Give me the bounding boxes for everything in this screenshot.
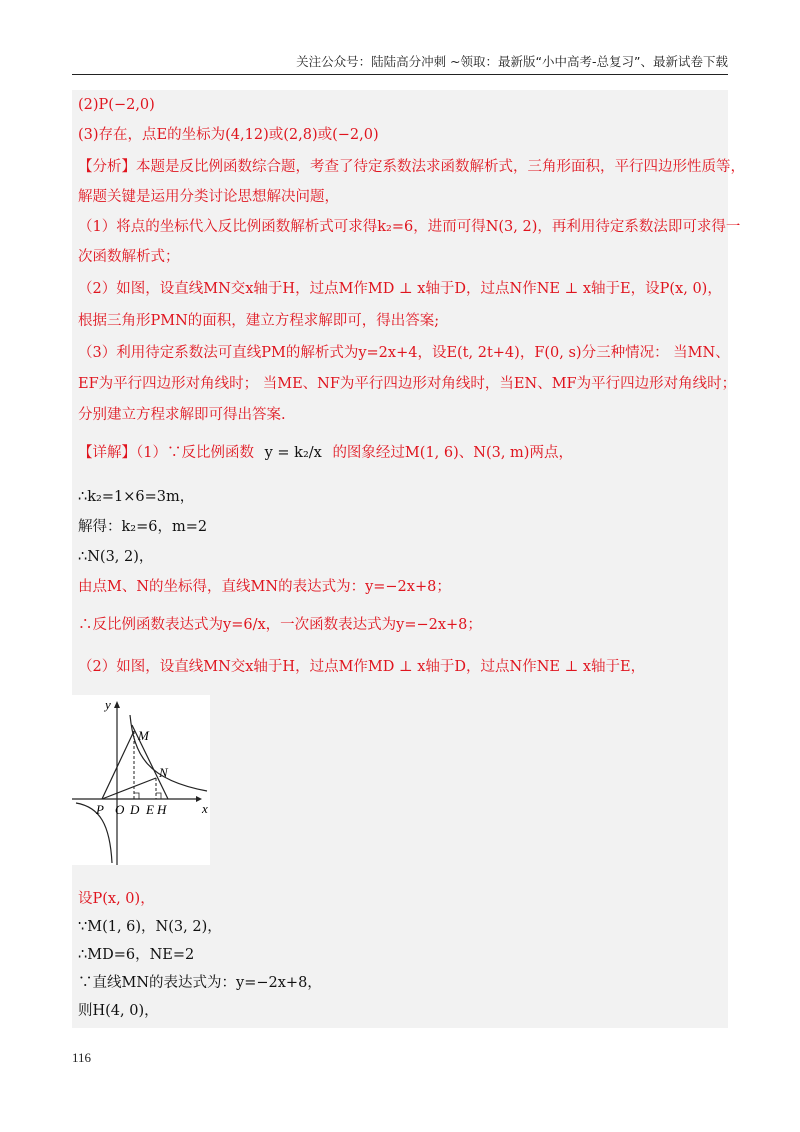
label-o: O xyxy=(115,802,125,817)
analysis-line-1: 【分析】本题是反比例函数综合题，考查了待定系数法求函数解析式，三角形面积，平行四边形性质等， xyxy=(78,159,745,175)
analysis-line-7: （3）利用待定系数法可直线PM的解析式为y=2x+4，设E(t, 2t+4)，F(0, s)分三种情况： 当MN、 xyxy=(78,345,730,361)
detail-line-12: 则H(4, 0)， xyxy=(78,1003,159,1019)
detail-line-4: ∴N(3, 2)， xyxy=(78,549,154,565)
hyperbola-left-branch xyxy=(76,803,112,863)
analysis-line-3: （1）将点的坐标代入反比例函数解析式可求得k₂=6，进而可得N(3, 2)，再利用待定系数法即可求得一 xyxy=(78,219,741,235)
analysis-line-8: EF为平行四边形对角线时； 当ME、NF为平行四边形对角线时，当EN、MF为平行四边形对角线时； xyxy=(78,376,737,392)
analysis-line-4: 次函数解析式； xyxy=(78,249,180,265)
analysis-line-9: 分别建立方程求解即可得出答案. xyxy=(78,407,286,423)
label-p: P xyxy=(96,802,104,817)
detail-line-10: ∴MD=6，NE=2 xyxy=(78,947,195,963)
geometry-figure xyxy=(72,695,210,865)
detail-line-1-rest: 的图象经过M(1, 6)、N(3, m)两点， xyxy=(332,445,573,461)
detail-line-3: 解得：k₂=6，m=2 xyxy=(78,519,208,535)
page-header: 关注公众号：陆陆高分冲刺 ~领取：最新版“小中高考-总复习”、最新试卷下载 xyxy=(72,52,728,75)
detail-line-5: 由点M、N的坐标得，直线MN的表达式为：y=−2x+8； xyxy=(78,579,451,595)
hyperbola-right-branch xyxy=(130,715,207,791)
page-number: 116 xyxy=(72,1050,92,1065)
detail-line-1 xyxy=(78,442,722,464)
label-x: x xyxy=(202,801,208,816)
analysis-line-2: 解题关键是运用分类讨论思想解决问题， xyxy=(78,189,339,205)
label-e: E xyxy=(146,802,154,817)
detail-line-8: 设P(x, 0)， xyxy=(78,891,155,907)
detail-line-11: ∵直线MN的表达式为：y=−2x+8， xyxy=(78,975,322,991)
label-d: D xyxy=(130,802,140,817)
content-area xyxy=(72,90,745,1028)
detail-line-9: ∵M(1, 6)，N(3, 2)， xyxy=(78,919,222,935)
analysis-line-6: 根据三角形PMN的面积，建立方程求解即可，得出答案; xyxy=(78,313,440,329)
detail-line-7: （2）如图，设直线MN交x轴于H，过点M作MD ⊥ x轴于D，过点N作NE ⊥ x轴于E， xyxy=(78,659,646,675)
answer-3: (3)存在，点E的坐标为(4,12)或(2,8)或(−2,0) xyxy=(78,127,379,143)
label-n: N xyxy=(159,765,168,780)
right-angle-e xyxy=(156,793,161,799)
inverse-function-formula: y = k₂/x xyxy=(264,445,322,461)
label-h: H xyxy=(157,802,167,817)
y-axis-arrow xyxy=(114,701,120,708)
detail-line-6: ∴反比例函数表达式为y=6/x，一次函数表达式为y=−2x+8； xyxy=(78,617,482,633)
detail-line-1-intro: 【详解】（1）∵反比例函数 xyxy=(78,445,254,461)
analysis-line-5: （2）如图，设直线MN交x轴于H，过点M作MD ⊥ x轴于D，过点N作NE ⊥ x轴于E，设P(x, 0)， xyxy=(78,281,722,297)
label-y: y xyxy=(105,697,111,712)
coordinate-diagram xyxy=(72,695,210,865)
right-angle-d xyxy=(134,793,139,799)
label-m: M xyxy=(138,728,149,743)
detail-line-2: ∴k₂=1×6=3m， xyxy=(78,489,195,505)
answer-2: (2)P(−2,0) xyxy=(78,97,155,113)
